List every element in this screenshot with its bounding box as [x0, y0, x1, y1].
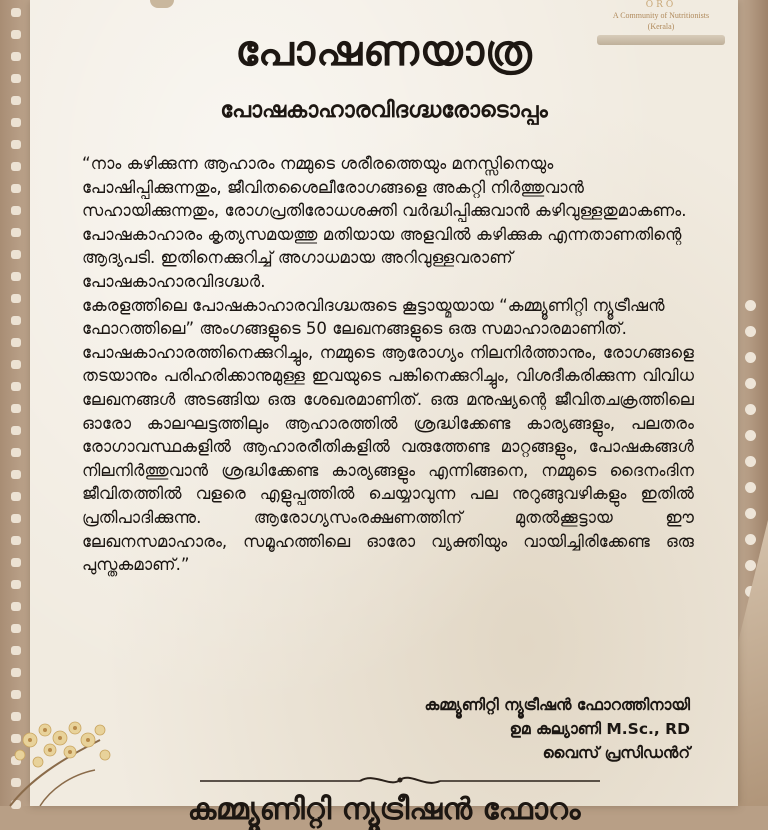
- right-strip-hole: [745, 378, 756, 389]
- film-strip-hole: [11, 602, 21, 611]
- film-strip-hole: [11, 514, 21, 523]
- film-strip-hole: [11, 206, 21, 215]
- signature-block: [300, 693, 690, 765]
- right-strip-hole: [745, 404, 756, 415]
- film-strip-hole: [11, 52, 21, 61]
- foreword-body: [82, 152, 694, 577]
- film-strip-hole: [11, 536, 21, 545]
- right-strip-hole: [745, 326, 756, 337]
- film-strip-hole: [11, 74, 21, 83]
- page-title: പോഷണയാത്ര: [235, 26, 533, 75]
- film-strip-hole: [11, 668, 21, 677]
- signature-name: ഉമ കല്യാണി M.Sc., RD: [509, 720, 690, 738]
- logo-mark-text: ORO: [645, 0, 677, 10]
- film-strip-hole: [11, 690, 21, 699]
- film-strip-hole: [11, 162, 21, 171]
- film-strip-hole: [11, 580, 21, 589]
- film-strip-hole: [11, 492, 21, 501]
- film-strip-hole: [11, 8, 21, 17]
- dried-flowers-icon: [0, 700, 130, 806]
- signature-designation: വൈസ് പ്രസിഡൻറ്: [542, 744, 690, 762]
- film-strip-hole: [11, 316, 21, 325]
- film-strip-hole: [11, 30, 21, 39]
- foreword-paragraph-1: “നാം കഴിക്കുന്ന ആഹാരം നമ്മുടെ ശരീരത്തെയും മനസ്സിനെയും പോഷിപ്പിക്കുന്നതും, ജീവിതശൈലീരോഗങ്ങളെ അകറ്റി നിർത്തുവാൻ സഹായിക്കുന്നതും, രോഗപ്രതിരോധശക്തി വർദ്ധിപ്പിക്കുവാൻ കഴിവുള്ളതുമാകണം. പോഷകാഹാരം കൃത്യസമയത്തു മതിയായ അളവിൽ കഴിക്കുക എന്നതാണതിന്റെ ആദ്യപടി. ഇതിനെക്കുറിച്ച് അഗാധമായ അറിവുള്ളവരാണ് പോഷകാഹാരവിദഗ്ദ്ധർ.: [82, 154, 687, 291]
- film-strip-hole: [11, 448, 21, 457]
- logo-region: (Kerala): [647, 22, 675, 31]
- right-strip-hole: [745, 560, 756, 571]
- film-strip-hole: [11, 228, 21, 237]
- film-strip-hole: [11, 624, 21, 633]
- bottom-heading-cutoff: കമ്മ്യൂണിറ്റി ന്യൂട്രീഷൻ ഫോറം: [187, 792, 581, 827]
- foreword-paragraph-3: പോഷകാഹാരത്തിനെക്കുറിച്ചും, നമ്മുടെ ആരോഗ്യം നിലനിർത്താനും, രോഗങ്ങളെ തടയാനും പരിഹരിക്കാനുമുള്ള ഇവയുടെ പങ്കിനെക്കുറിച്ചും, വിശദീകരിക്കുന്ന വിവിധ ലേഖനങ്ങൾ അടങ്ങിയ ഒരു ശേഖരമാണിത്. ഒരു മനുഷ്യന്റെ ജീവിതചക്രത്തിലെ ഓരോ കാലഘട്ടത്തിലും ആഹാരത്തിൽ ശ്രദ്ധിക്കേണ്ട കാര്യങ്ങളും, പലതരം രോഗാവസ്ഥകളിൽ ആഹാരരീതികളിൽ വരുത്തേണ്ട മാറ്റങ്ങളും, പോഷകങ്ങൾ നിലനിർത്തുവാൻ ശ്രദ്ധിക്കേണ്ട കാര്യങ്ങളും എന്നിങ്ങനെ, നമ്മുടെ ദൈനംദിന ജീവിതത്തിൽ വളരെ എളുപ്പത്തിൽ ചെയ്യാവുന്ന പല നുറുങ്ങുവഴികളും ഇതിൽ പ്രതിപാദിക്കുന്നു. ആരോഗ്യസംരക്ഷണത്തിന് മുതൽക്കൂട്ടായ ഈ ലേഖനസമാഹാരം, സമൂഹത്തിലെ ഓരോ വ്യക്തിയും വായിച്ചിരിക്കേണ്ട ഒരു പുസ്തകമാണ്.”: [82, 342, 694, 575]
- right-strip-hole: [745, 482, 756, 493]
- film-strip-hole: [11, 470, 21, 479]
- foreword-paragraph-2: കേരളത്തിലെ പോഷകാഹാരവിദഗ്ദ്ധരുടെ കൂട്ടായ്മയായ “കമ്മ്യൂണിറ്റി ന്യൂട്രീഷൻ ഫോറത്തിലെ” അംഗങ്ങളുടെ 50 ലേഖനങ്ങളുടെ ഒരു സമാഹാരമാണിത്.: [82, 295, 665, 339]
- film-strip-hole: [11, 294, 21, 303]
- left-film-strip: [0, 0, 34, 806]
- film-strip-hole: [11, 96, 21, 105]
- film-strip-hole: [11, 338, 21, 347]
- logo-tagline: A Community of Nutritionists: [612, 11, 710, 20]
- right-strip-hole: [745, 508, 756, 519]
- film-strip-hole: [11, 118, 21, 127]
- right-strip-hole: [745, 456, 756, 467]
- film-strip-hole: [11, 646, 21, 655]
- right-strip-hole: [745, 352, 756, 363]
- right-strip-hole: [745, 534, 756, 545]
- right-strip-hole: [745, 300, 756, 311]
- page-subtitle: പോഷകാഹാരവിദഗ്ദ്ധരോടൊപ്പം: [220, 98, 548, 123]
- film-strip-hole: [11, 250, 21, 259]
- film-strip-hole: [11, 382, 21, 391]
- film-strip-hole: [11, 184, 21, 193]
- film-strip-hole: [11, 404, 21, 413]
- film-strip-hole: [11, 558, 21, 567]
- film-strip-hole: [11, 140, 21, 149]
- ornamental-divider-icon: [200, 772, 600, 788]
- film-strip-hole: [11, 360, 21, 369]
- film-strip-hole: [11, 272, 21, 281]
- signature-organization: കമ്മ്യൂണിറ്റി ന്യൂട്രീഷൻ ഫോറത്തിനായി: [424, 696, 690, 714]
- right-strip-hole: [745, 430, 756, 441]
- film-strip-hole: [11, 426, 21, 435]
